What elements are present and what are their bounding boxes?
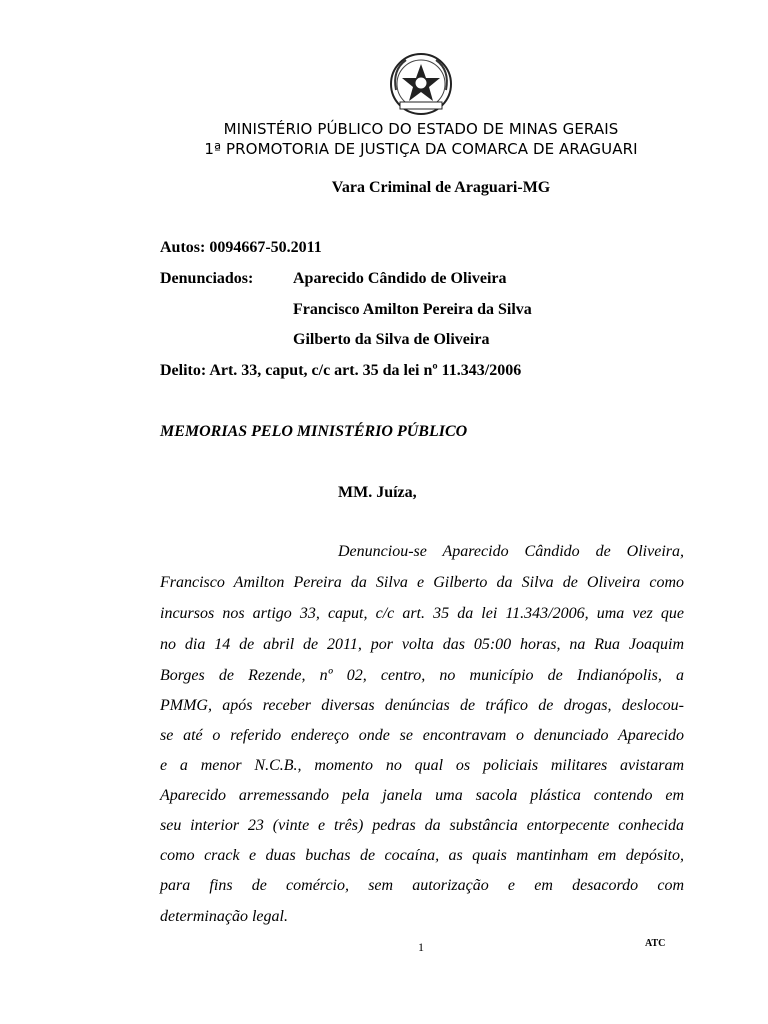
author-initials: ATC: [645, 938, 666, 949]
body-text-line: Borges de Rezende, nº 02, centro, no município de Indianópolis, a: [160, 667, 684, 684]
body-text-line: como crack e duas buchas de cocaína, as quais mantinham em depósito,: [160, 847, 684, 864]
document-title: MEMORIAS PELO MINISTÉRIO PÚBLICO: [160, 423, 468, 440]
body-text-line: Francisco Amilton Pereira da Silva e Gilberto da Silva de Oliveira como: [160, 574, 684, 591]
page-number: 1: [418, 940, 424, 954]
case-number: Autos: 0094667-50.2011: [160, 239, 322, 256]
institution-name: MINISTÉRIO PÚBLICO DO ESTADO DE MINAS GERAIS: [223, 120, 619, 138]
defendant-name: Francisco Amilton Pereira da Silva: [293, 301, 532, 318]
body-text-line: se até o referido endereço onde se encontravam o denunciado Aparecido: [160, 727, 684, 744]
body-text-line: PMMG, após receber diversas denúncias de tráfico de drogas, deslocou-: [160, 697, 684, 714]
salutation: MM. Juíza,: [338, 484, 417, 501]
prosecutor-office-name: 1ª PROMOTORIA DE JUSTIÇA DA COMARCA DE ARAGUARI: [204, 140, 638, 158]
defendant-name: Aparecido Cândido de Oliveira: [293, 270, 507, 287]
body-text-line: para fins de comércio, sem autorização e em desacordo com: [160, 877, 684, 894]
body-text-line: no dia 14 de abril de 2011, por volta das 05:00 horas, na Rua Joaquim: [160, 636, 684, 653]
body-text-line: e a menor N.C.B., momento no qual os policiais militares avistaram: [160, 757, 684, 774]
offense-line: Delito: Art. 33, caput, c/c art. 35 da lei nº 11.343/2006: [160, 362, 522, 379]
defendant-name: Gilberto da Silva de Oliveira: [293, 331, 490, 348]
coat-of-arms-icon: [386, 50, 456, 120]
body-text-line: seu interior 23 (vinte e três) pedras da substância entorpecente conhecida: [160, 817, 684, 834]
body-text-line: Aparecido arremessando pela janela uma sacola plástica contendo em: [160, 787, 684, 804]
body-text-line: determinação legal.: [160, 908, 288, 925]
defendants-label: Denunciados:: [160, 270, 254, 287]
body-text-line: Denunciou-se Aparecido Cândido de Oliveira,: [338, 543, 684, 560]
court-name: Vara Criminal de Araguari-MG: [331, 179, 551, 196]
body-text-line: incursos nos artigo 33, caput, c/c art. 35 da lei 11.343/2006, uma vez que: [160, 605, 684, 622]
